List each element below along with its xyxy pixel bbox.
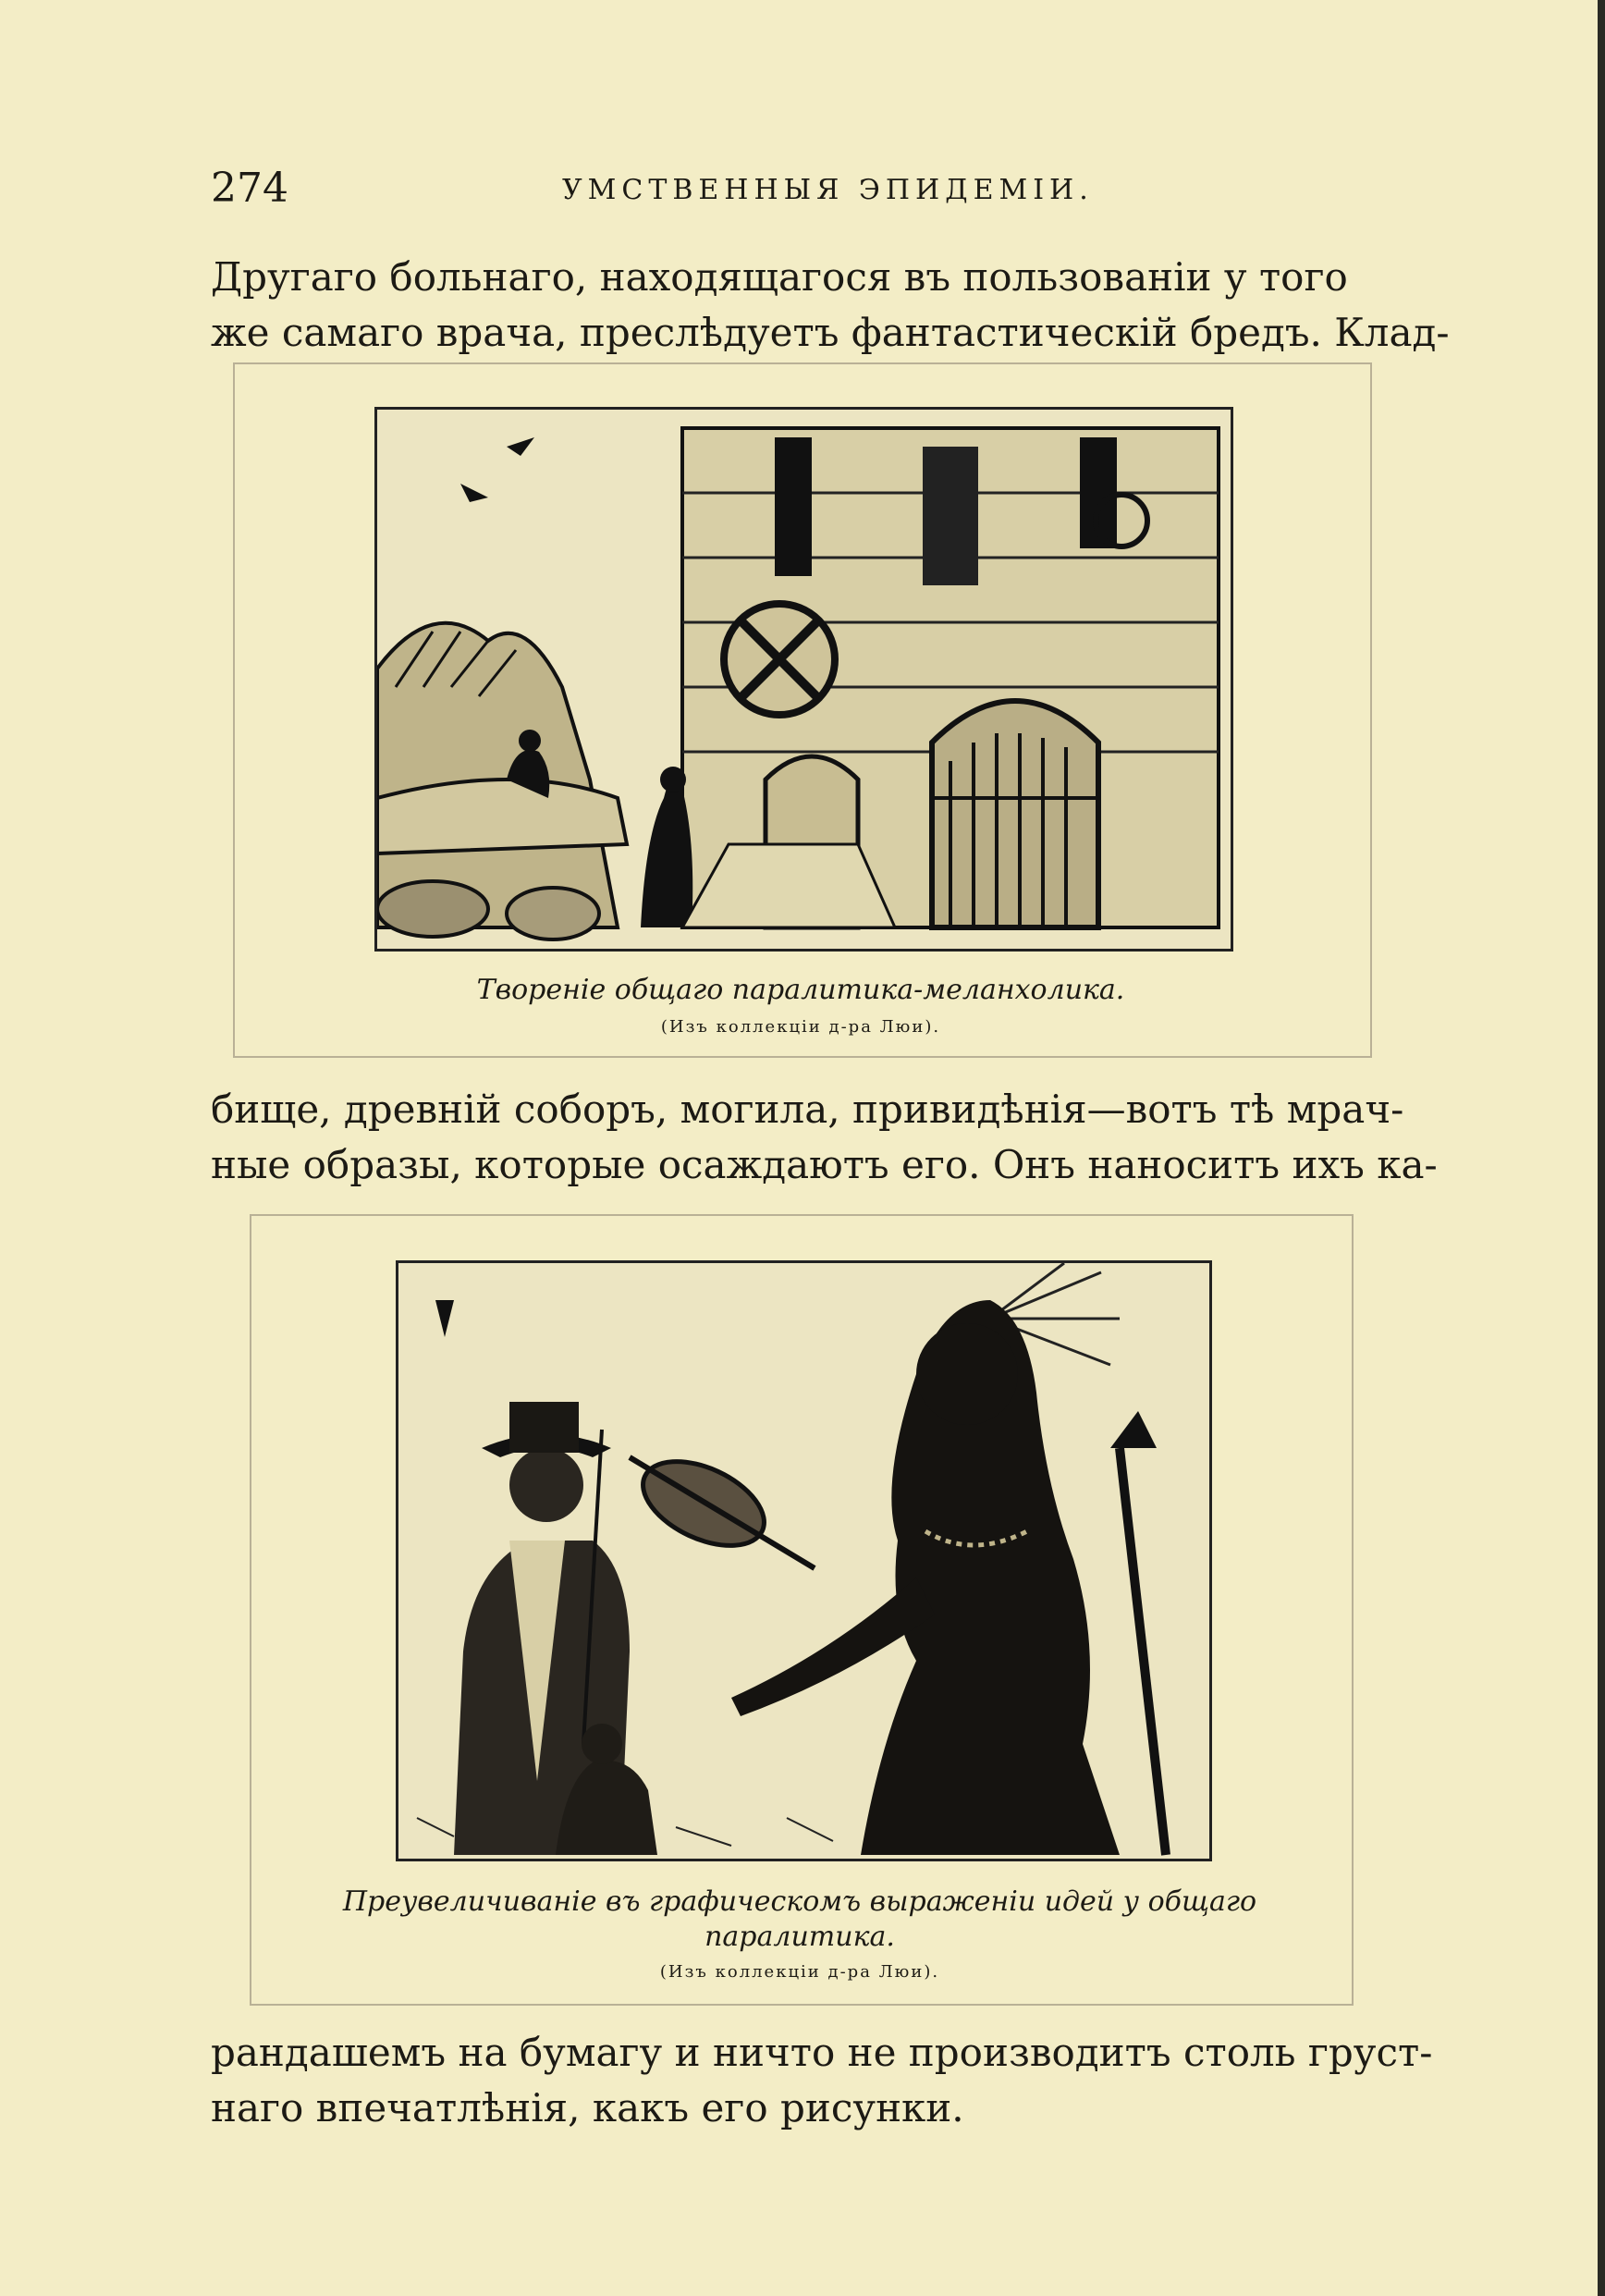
paragraph-1-line-2: же самаго врача, преслѣдуетъ фантастическій бредъ. Клад- [211,310,1450,355]
paragraph-2-line-2: ные образы, которые осаждаютъ его. Онъ наноситъ ихъ ка- [211,1142,1438,1187]
figure-2-source: (Изъ коллекціи д-ра Люи). [659,1962,940,1982]
page-header [211,165,1302,220]
violinist-drawing [398,1263,1209,1859]
paragraph-3-line-1: рандашемъ на бумагу и ничто не производитъ столь груст- [211,2030,1433,2075]
running-title: УМСТВЕННЫЯ ЭПИДЕМІИ. [562,174,1094,206]
figure-2-caption [250,1885,1350,1955]
figure-1-caption: Творенiе общаго паралитика-меланхолика. [476,974,1125,1006]
paragraph-1-line-1: Другаго больнаго, находящагося въ пользованіи у того [211,254,1348,300]
paragraph-2 [211,1082,1438,1193]
figure-2-caption-line-1: Преувеличиваніе въ графическомъ выраженіи идей у общаго [342,1885,1257,1918]
figure-2-illustration-violinist [396,1260,1212,1861]
figure-2-caption-line-2: паралитика. [704,1921,895,1953]
paragraph-3-line-2: наго впечатлѣнія, какъ его рисунки. [211,2085,964,2130]
paragraph-2-line-1: бище, древній соборъ, могила, привидѣнія—вотъ тѣ мрач- [211,1087,1404,1132]
paragraph-1 [211,250,1450,361]
cathedral-drawing [377,410,1231,949]
figure-1-source: (Изъ коллекціи д-ра Люи). [660,1017,941,1037]
figure-1-illustration-cathedral [374,407,1233,952]
page-edge-shadow [1598,0,1605,2296]
page-number: 274 [211,165,288,212]
paragraph-3 [211,2025,1433,2136]
